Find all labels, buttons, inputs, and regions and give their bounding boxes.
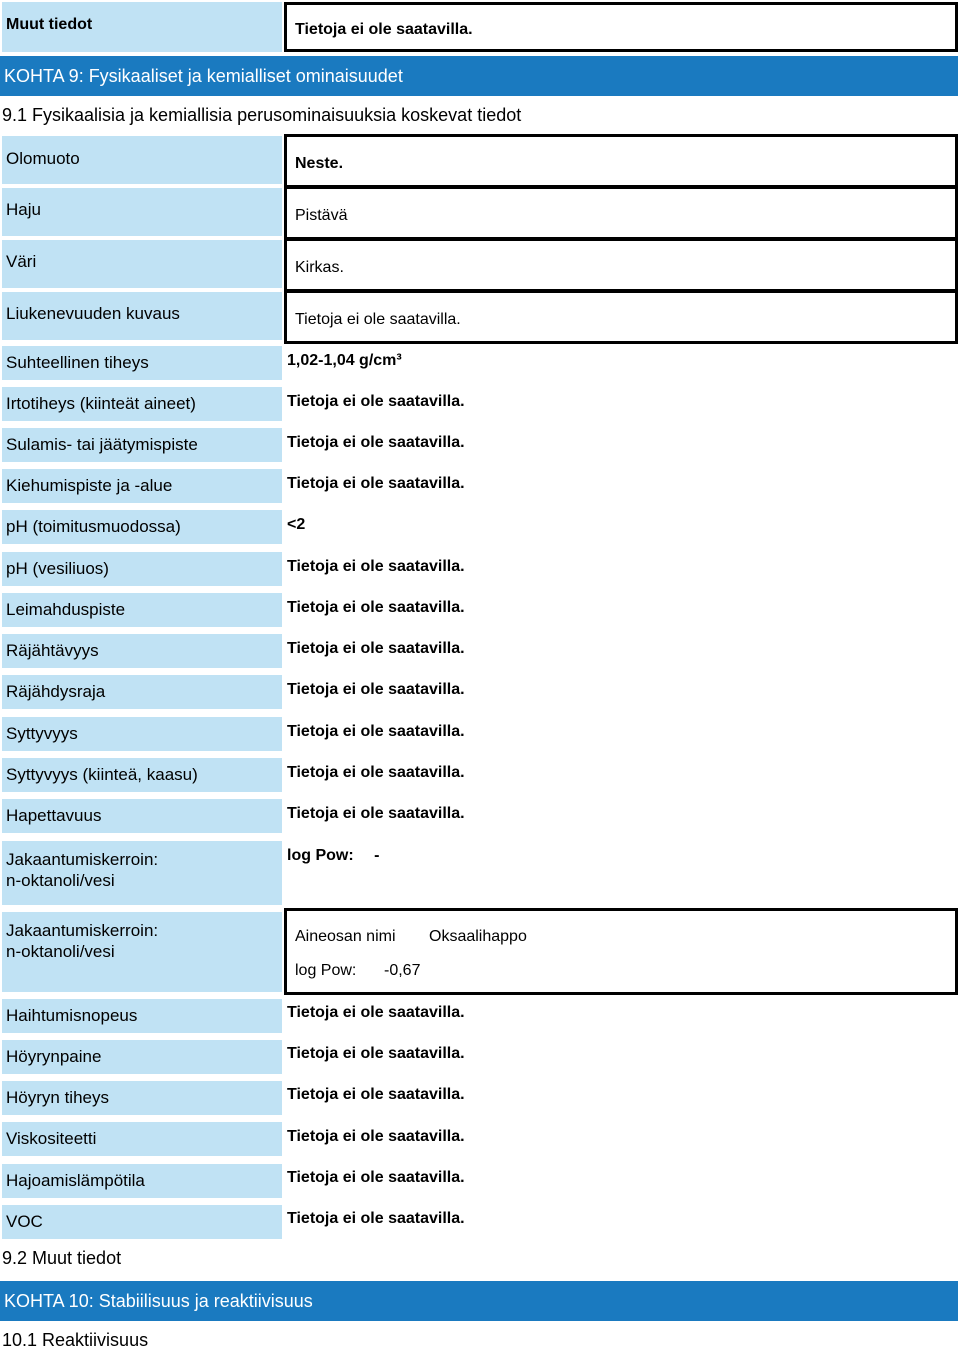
flash-point-value: Tietoja ei ole saatavilla. [287, 599, 465, 616]
flammability-solid-gas-label: Syttyvyys (kiinteä, kaasu) [2, 758, 282, 792]
flammability-label: Syttyvyys [2, 717, 282, 751]
odour-value: Pistävä [295, 207, 348, 224]
decomposition-temperature-value: Tietoja ei ole saatavilla. [287, 1169, 465, 1186]
ingredient-logpow-label: log Pow: [295, 962, 357, 979]
decomposition-temperature-label: Hajoamislämpötila [2, 1164, 282, 1198]
vapour-density-label: Höyryn tiheys [2, 1081, 282, 1115]
colour-value: Kirkas. [295, 259, 344, 276]
subsection-10-1-title: 10.1 Reaktiivisuus [2, 1330, 149, 1350]
explosion-limit-value: Tietoja ei ole saatavilla. [287, 681, 465, 698]
appearance-value: Neste. [295, 155, 344, 172]
relative-density-label: Suhteellinen tiheys [2, 346, 282, 380]
viscosity-value: Tietoja ei ole saatavilla. [287, 1128, 465, 1145]
relative-density-value: 1,02-1,04 g/cm³ [287, 352, 402, 369]
ph-delivered-label: pH (toimitusmuodossa) [2, 510, 282, 544]
appearance-label: Olomuoto [2, 136, 282, 184]
explosiveness-label: Räjähtävyys [2, 634, 282, 668]
ph-delivered-value: <2 [287, 516, 306, 533]
melting-point-label: Sulamis- tai jäätymispiste [2, 428, 282, 462]
section-10-header: KOHTA 10: Stabiilisuus ja reaktiivisuus [0, 1281, 958, 1321]
viscosity-label: Viskositeetti [2, 1122, 282, 1156]
voc-label: VOC [2, 1205, 282, 1239]
flammability-solid-gas-value: Tietoja ei ole saatavilla. [287, 764, 465, 781]
ph-solution-label: pH (vesiliuos) [2, 552, 282, 586]
boiling-point-value: Tietoja ei ole saatavilla. [287, 475, 465, 492]
solubility-value-box [284, 290, 958, 344]
ph-solution-value: Tietoja ei ole saatavilla. [287, 558, 465, 575]
bulk-density-value: Tietoja ei ole saatavilla. [287, 393, 465, 410]
section-9-header: KOHTA 9: Fysikaaliset ja kemialliset ominaisuudet [0, 56, 958, 96]
bulk-density-label: Irtotiheys (kiinteät aineet) [2, 387, 282, 421]
explosion-limit-label: Räjähdysraja [2, 675, 282, 709]
odour-value-box [284, 186, 958, 240]
oxidising-label: Hapettavuus [2, 799, 282, 833]
flash-point-label: Leimahduspiste [2, 593, 282, 627]
partition-coefficient-value [287, 846, 379, 866]
odour-label: Haju [2, 188, 282, 236]
voc-value: Tietoja ei ole saatavilla. [287, 1210, 465, 1227]
melting-point-value: Tietoja ei ole saatavilla. [287, 434, 465, 451]
ingredient-logpow-value: -0,67 [384, 962, 421, 979]
subsection-9-1-title: 9.1 Fysikaalisia ja kemiallisia perusominaisuuksia koskevat tiedot [2, 105, 522, 125]
oxidising-value: Tietoja ei ole saatavilla. [287, 805, 465, 822]
partition-coefficient-label [2, 841, 282, 905]
logpow-value: - [374, 847, 380, 864]
ingredient-name-label: Aineosan nimi [295, 928, 396, 945]
partition-coefficient-ingredient-label-line2: n-oktanoli/vesi [6, 942, 115, 961]
other-info-value: Tietoja ei ole saatavilla. [295, 21, 473, 38]
ingredient-box [284, 908, 958, 995]
vapour-pressure-label: Höyrynpaine [2, 1040, 282, 1074]
colour-value-box [284, 238, 958, 292]
partition-coefficient-label-line2: n-oktanoli/vesi [6, 871, 115, 890]
other-info-label: Muut tiedot [2, 2, 282, 52]
appearance-value-box [284, 134, 958, 188]
solubility-label: Liukenevuuden kuvaus [2, 292, 282, 340]
evaporation-rate-value: Tietoja ei ole saatavilla. [287, 1004, 465, 1021]
boiling-point-label: Kiehumispiste ja -alue [2, 469, 282, 503]
evaporation-rate-label: Haihtumisnopeus [2, 999, 282, 1033]
ingredient-name-value: Oksaalihappo [429, 928, 527, 945]
other-info-value-box [284, 2, 958, 52]
partition-coefficient-ingredient-label [2, 912, 282, 992]
flammability-value: Tietoja ei ole saatavilla. [287, 723, 465, 740]
subsection-9-2-title: 9.2 Muut tiedot [2, 1248, 122, 1268]
vapour-pressure-value: Tietoja ei ole saatavilla. [287, 1045, 465, 1062]
logpow-label: log Pow: [287, 847, 354, 864]
partition-coefficient-ingredient-label-line1: Jakaantumiskerroin: [6, 921, 159, 940]
colour-label: Väri [2, 240, 282, 288]
partition-coefficient-label-line1: Jakaantumiskerroin: [6, 850, 159, 869]
explosiveness-value: Tietoja ei ole saatavilla. [287, 640, 465, 657]
solubility-value: Tietoja ei ole saatavilla. [295, 311, 461, 328]
vapour-density-value: Tietoja ei ole saatavilla. [287, 1086, 465, 1103]
